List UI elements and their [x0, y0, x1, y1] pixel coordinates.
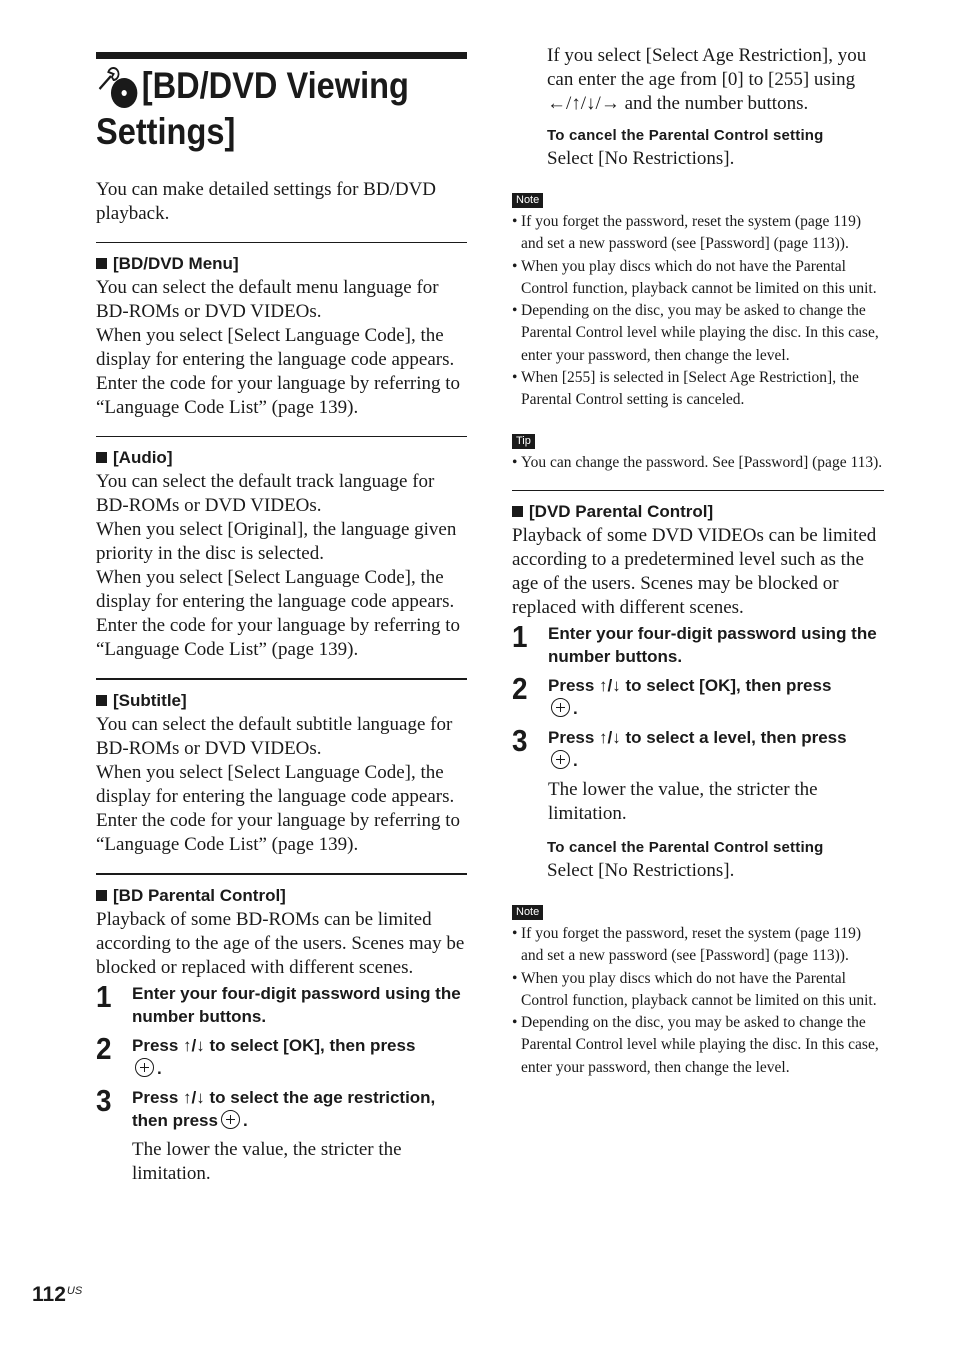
- step-number: 1: [96, 979, 112, 1014]
- step-list: [96, 979, 467, 1186]
- right-column: [512, 44, 884, 1079]
- note-item: • Depending on the disc, you may be asked to change the Parental Control level while playing the disc. In this case, enter your password, then change the level.: [512, 302, 879, 364]
- black-square-bullet-icon: [96, 890, 107, 901]
- step-instruction: Press ↑/↓ to select a level, then press: [548, 727, 847, 747]
- section-paragraph: When you select [Original], the language given priority in the disc is selected.: [96, 519, 457, 564]
- section-heading: [Subtitle]: [113, 691, 187, 710]
- tip-item: • You can change the password. See [Password] (page 113).: [512, 453, 883, 471]
- section-dvd-parental-control: [512, 501, 884, 1079]
- section-audio: [96, 447, 467, 662]
- section-divider: [96, 436, 467, 437]
- note-item: • When you play discs which do not have the Parental Control function, playback cannot be limited on this unit.: [512, 969, 877, 1009]
- enter-button-icon: [551, 750, 570, 769]
- step-item: 2 Press ↑/↓ to select [OK], then press .: [96, 1031, 416, 1078]
- section-divider: [96, 678, 467, 680]
- section-paragraph: You can select the default menu language for BD-ROMs or DVD VIDEOs.: [96, 277, 439, 322]
- section-bd-parental-control: [96, 885, 467, 1186]
- step-description: The lower the value, the stricter the limitation.: [548, 778, 818, 824]
- black-square-bullet-icon: [96, 452, 107, 463]
- note-list: [512, 211, 884, 412]
- section-heading: [BD/DVD Menu]: [113, 254, 239, 273]
- tip-list: [512, 452, 884, 474]
- section-heading: [DVD Parental Control]: [529, 501, 714, 521]
- enter-button-icon: [221, 1110, 240, 1129]
- section-paragraph: Playback of some DVD VIDEOs can be limited according to a predetermined level such as the age of the users. Scenes may be blocked or replaced with different scenes.: [512, 524, 877, 618]
- page-title-line1: [BD/DVD Viewing: [141, 65, 409, 106]
- enter-button-icon: [135, 1058, 154, 1077]
- step-instruction: Press ↑/↓ to select the age restriction, then press: [132, 1088, 436, 1130]
- step-number: 2: [96, 1031, 112, 1066]
- intro-text: You can make detailed settings for BD/DVD playback.: [96, 179, 437, 224]
- section-divider: [96, 873, 467, 875]
- title-bar-rule: [96, 52, 467, 59]
- black-square-bullet-icon: [96, 258, 107, 269]
- note-item: • When you play discs which do not have the Parental Control function, playback cannot be limited on this unit.: [512, 257, 877, 297]
- step-number: 3: [96, 1083, 112, 1118]
- note-item: • When [255] is selected in [Select Age Restriction], the Parental Control setting is canceled.: [512, 369, 859, 409]
- cancel-heading: To cancel the Parental Control setting: [547, 127, 824, 144]
- page-region-suffix: US: [66, 1285, 83, 1297]
- section-paragraph: You can select the default subtitle language for BD-ROMs or DVD VIDEOs.: [96, 714, 453, 759]
- section-heading: [Audio]: [113, 448, 173, 467]
- note-box: [512, 189, 884, 412]
- black-square-bullet-icon: [512, 506, 523, 517]
- step-item: 2 Press ↑/↓ to select [OK], then press .: [512, 670, 832, 718]
- page-number: $112^{US}$: [32, 1283, 83, 1306]
- note-label: Note: [512, 905, 543, 920]
- section-paragraph: You can select the default track language for BD-ROMs or DVD VIDEOs.: [96, 471, 435, 516]
- note-item: • If you forget the password, reset the system (page 119) and set a new password (see [Password] (page 113)).: [512, 924, 862, 965]
- black-square-bullet-icon: [96, 695, 107, 706]
- section-paragraph: If you select [Select Age Restriction], you can enter the age from [0] to [255] using ←/↑/↓/→ and the number buttons.: [547, 45, 867, 114]
- step-number: 3: [512, 722, 528, 758]
- section-divider: [96, 242, 467, 243]
- note-label: Note: [512, 193, 543, 208]
- step-list: [512, 618, 884, 826]
- section-paragraph: When you select [Select Language Code], the display for entering the language code appears. Enter the code for your language by referring to “Language Code List” (page 139).: [96, 762, 461, 855]
- section-divider: [512, 490, 884, 491]
- section-paragraph: Playback of some BD-ROMs can be limited according to the age of the users. Scenes may be blocked or replaced with different scenes.: [96, 909, 465, 978]
- step-instruction: Enter your four-digit password using the number buttons.: [548, 623, 877, 666]
- section-bd-dvd-menu: [96, 253, 467, 420]
- page-title-line2: Settings]: [96, 111, 236, 152]
- note-box: [512, 901, 884, 1079]
- step-instruction: Press ↑/↓ to select [OK], then press: [132, 1036, 416, 1055]
- section-paragraph: When you select [Select Language Code], the display for entering the language code appears. Enter the code for your language by referring to “Language Code List” (page 139).: [96, 325, 461, 418]
- left-column: [96, 52, 467, 1192]
- section-paragraph: When you select [Select Language Code], the display for entering the language code appears. Enter the code for your language by referring to “Language Code List” (page 139).: [96, 567, 461, 660]
- cancel-text: Select [No Restrictions].: [547, 859, 735, 881]
- page-title: [96, 63, 467, 154]
- step-instruction: Press ↑/↓ to select [OK], then press: [548, 675, 832, 695]
- step-number: 2: [512, 670, 528, 706]
- step-description: The lower the value, the stricter the limitation.: [132, 1139, 402, 1184]
- section-heading: [BD Parental Control]: [113, 886, 286, 905]
- step-number: 1: [512, 618, 528, 654]
- note-list: [512, 923, 884, 1079]
- note-item: • Depending on the disc, you may be asked to change the Parental Control level while playing the disc. In this case, enter your password, then change the level.: [512, 1014, 879, 1076]
- step-item: [512, 618, 884, 668]
- note-item: • If you forget the password, reset the system (page 119) and set a new password (see [Password] (page 113)).: [512, 213, 862, 253]
- tip-box: [512, 430, 884, 474]
- step-item: 3 Press ↑/↓ to select a level, then press . The lower the value, the stricter the limitation.: [512, 726, 884, 826]
- settings-disc-icon: [96, 67, 142, 109]
- enter-button-icon: [551, 698, 570, 717]
- tip-label: Tip: [512, 434, 535, 449]
- section-subtitle: [96, 690, 467, 857]
- step-instruction: Enter your four-digit password using the number buttons.: [132, 984, 461, 1026]
- step-item: 3 Press ↑/↓ to select the age restriction, then press . The lower the value, the stricter the limitation.: [96, 1086, 467, 1186]
- cancel-text: Select [No Restrictions].: [547, 148, 735, 169]
- step-item: [96, 979, 467, 1028]
- cancel-heading: To cancel the Parental Control setting: [547, 838, 824, 856]
